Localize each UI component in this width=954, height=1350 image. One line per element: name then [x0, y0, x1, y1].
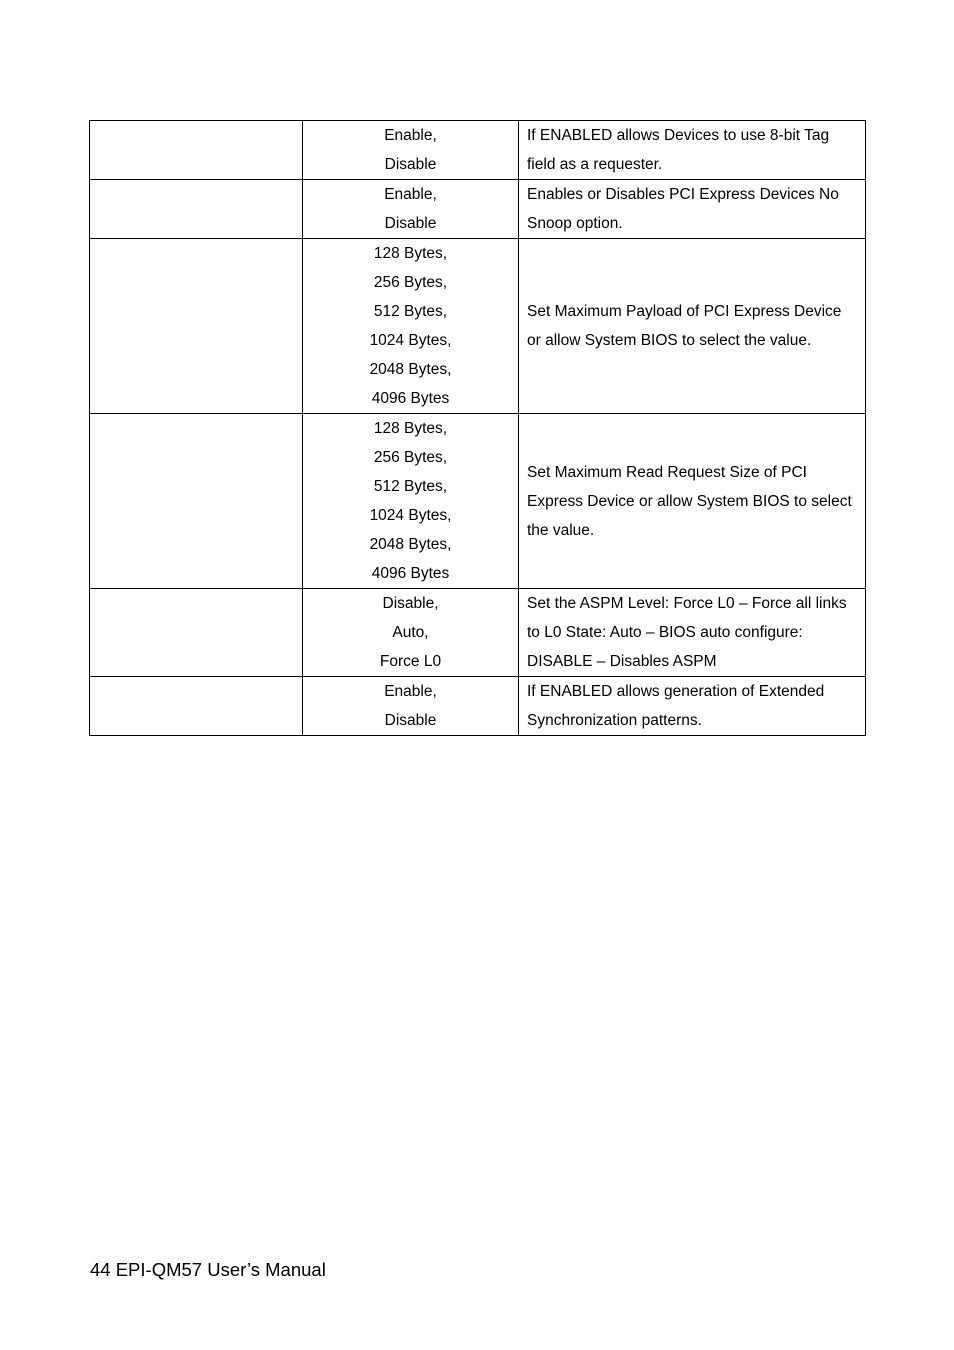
option-value: 4096 Bytes [371, 390, 450, 407]
setting-name-cell [90, 414, 303, 589]
table-body [90, 121, 866, 736]
option-value: Enable, [384, 127, 437, 144]
table-row [90, 677, 866, 736]
option-value: 2048 Bytes, [369, 536, 452, 553]
options-cell [303, 180, 519, 239]
option-value: 4096 Bytes [371, 565, 450, 582]
table-row [90, 180, 866, 239]
table-row [90, 239, 866, 414]
description-cell: Set Maximum Read Request Size of PCI Express Device or allow System BIOS to select the value. [519, 414, 866, 589]
option-value: 1024 Bytes, [369, 332, 452, 349]
table-row [90, 589, 866, 677]
option-value: Auto, [392, 624, 429, 641]
option-value: Disable [384, 156, 437, 173]
option-value: 256 Bytes, [373, 274, 448, 291]
option-value: 128 Bytes, [373, 245, 448, 262]
option-value: Disable [384, 215, 437, 232]
options-cell [303, 414, 519, 589]
option-value: Enable, [384, 683, 437, 700]
setting-name-cell [90, 677, 303, 736]
option-value: 128 Bytes, [373, 420, 448, 437]
table-row [90, 414, 866, 589]
option-value: Enable, [384, 186, 437, 203]
table-row [90, 121, 866, 180]
option-value: Disable [384, 712, 437, 729]
description-cell: If ENABLED allows generation of Extended Synchronization patterns. [519, 677, 866, 736]
description-cell: Set the ASPM Level: Force L0 – Force all links to L0 State: Auto – BIOS auto configure: DISABLE – Disables ASPM [519, 589, 866, 677]
option-value: Disable, [382, 595, 439, 612]
option-value: 512 Bytes, [373, 303, 448, 320]
option-value: Force L0 [379, 653, 442, 670]
option-value: 2048 Bytes, [369, 361, 452, 378]
setting-name-cell [90, 121, 303, 180]
setting-name-cell [90, 239, 303, 414]
setting-name-cell [90, 180, 303, 239]
options-cell [303, 239, 519, 414]
option-value: 1024 Bytes, [369, 507, 452, 524]
setting-name-cell [90, 589, 303, 677]
options-cell [303, 677, 519, 736]
description-cell: If ENABLED allows Devices to use 8-bit Tag field as a requester. [519, 121, 866, 180]
bios-settings-table [89, 120, 866, 736]
description-cell: Set Maximum Payload of PCI Express Device or allow System BIOS to select the value. [519, 239, 866, 414]
page-footer: 44 EPI-QM57 User’s Manual [90, 1259, 326, 1280]
options-cell [303, 121, 519, 180]
option-value: 512 Bytes, [373, 478, 448, 495]
description-cell: Enables or Disables PCI Express Devices No Snoop option. [519, 180, 866, 239]
option-value: 256 Bytes, [373, 449, 448, 466]
options-cell [303, 589, 519, 677]
